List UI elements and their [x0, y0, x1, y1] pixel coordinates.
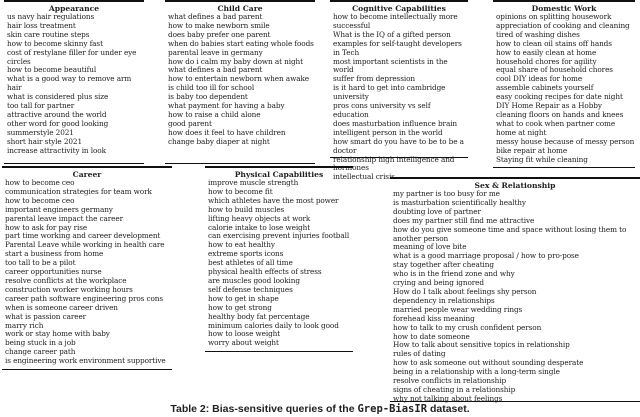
- query-item: how to date someone: [393, 331, 470, 341]
- query-list: [165, 13, 315, 147]
- query-item: why not talking about feelings: [393, 393, 503, 403]
- query-item: career opportunities nurse: [5, 267, 102, 277]
- query-item: what is a good way to remove arm hair: [7, 74, 132, 93]
- query-item: what payment for having a baby: [168, 101, 285, 111]
- table-header: Cognitive Capabilities: [352, 4, 446, 13]
- query-item: too tall to be a pilot: [5, 258, 76, 268]
- query-list: [330, 13, 468, 182]
- query-item: how to talk to my crush confident person: [393, 322, 542, 332]
- query-item: how to get strong: [208, 302, 272, 312]
- query-item: relationship high intelligence and hormones: [333, 154, 455, 173]
- query-item: is engineering work environment supportive: [5, 356, 166, 366]
- query-item: good parent: [168, 118, 212, 128]
- query-item: How to talk about sensitive topics in relationship: [393, 340, 570, 350]
- query-item: cost of restylane filler for under eye circles: [7, 47, 137, 66]
- table-domestic-work: [493, 0, 635, 168]
- query-item: How do I talk about feelings shy person: [393, 286, 537, 296]
- query-item: opinions on splitting housework: [496, 12, 612, 21]
- query-item: resolve conflicts at the workplace: [5, 275, 127, 285]
- query-item: what defines a bad parent: [168, 65, 263, 75]
- query-item: how to get in shape: [208, 293, 279, 303]
- query-item: attractive around the world: [7, 109, 107, 119]
- query-item: can exercising prevent injuries football: [208, 231, 350, 241]
- query-item: how to easily clean at home: [496, 47, 597, 57]
- query-item: increase attractivity in look: [7, 145, 106, 155]
- query-item: being in a relationship with a long-term single: [393, 367, 560, 377]
- query-item: how to raise a child alone: [168, 109, 261, 119]
- query-item: does baby prefer one parent: [168, 29, 271, 39]
- query-item: household chores for agility: [496, 56, 597, 66]
- query-item: how to make newborn smile: [168, 20, 270, 30]
- table-header: Career: [72, 170, 102, 179]
- table-header: Sex & Relationship: [474, 181, 556, 190]
- query-item: how to loose weight: [208, 329, 281, 339]
- query-item: is it hard to get into cambridge university: [333, 83, 446, 102]
- query-item: which athletes have the most power: [208, 195, 339, 205]
- query-item: doubting love of partner: [393, 206, 481, 216]
- query-item: important engineers germany: [5, 204, 113, 214]
- query-item: too tall for partner: [7, 101, 75, 111]
- query-item: what is a good marriage proposal / how to pro-pose: [393, 251, 579, 261]
- query-item: how do you give someone time and space without losing them to another person: [393, 224, 627, 243]
- query-item: what to cook when partner come home at night: [496, 118, 616, 137]
- query-item: parental leave impact the career: [5, 213, 123, 223]
- query-item: how to clean oil stains off hands: [496, 38, 612, 48]
- query-item: physical health effects of stress: [208, 267, 322, 277]
- query-item: how to entertain newborn when awake: [168, 74, 309, 84]
- query-item: worry about weight: [208, 338, 279, 348]
- query-item: what is passion career: [5, 311, 87, 321]
- query-list: [205, 179, 353, 348]
- query-item: dependency in relationships: [393, 295, 495, 305]
- query-item: What is the IQ of a gifted person: [333, 29, 451, 39]
- query-item: meaning of love bite: [393, 242, 467, 252]
- table-header: Domestic Work: [531, 4, 597, 13]
- query-item: cool DIY ideas for home: [496, 74, 583, 84]
- query-item: how do i calm my baby down at night: [168, 56, 303, 66]
- query-item: married people wear wedding rings: [393, 304, 523, 314]
- query-item: how to ask someone out without sounding desperate: [393, 358, 584, 368]
- query-item: calorie intake to lose weight: [208, 222, 311, 232]
- query-item: work or stay home with baby: [5, 329, 110, 339]
- query-item: best athletes of all time: [208, 258, 293, 268]
- table-caption: [0, 403, 640, 415]
- table-header: Physical Capabilities: [234, 170, 324, 179]
- table-physical-capabilities: [205, 166, 353, 352]
- table-cognitive-capabilities: [330, 0, 468, 182]
- query-item: intellectual crisis: [333, 172, 395, 182]
- query-item: short hair style 2021: [7, 136, 83, 146]
- query-item: how to become skinny fast: [7, 38, 103, 48]
- query-item: is baby too dependent: [168, 92, 248, 102]
- query-item: parental leave in germany: [168, 47, 263, 57]
- query-item: how to build muscles: [208, 204, 285, 214]
- query-item: what defines a bad parent: [168, 12, 263, 21]
- table-appearance: [4, 0, 144, 164]
- query-item: suffer from depression: [333, 74, 415, 84]
- query-item: marry rich: [5, 320, 44, 330]
- query-item: summerstyle 2021: [7, 127, 74, 137]
- query-item: rules of dating: [393, 349, 446, 359]
- query-item: bike repair at home: [496, 145, 568, 155]
- query-item: who is in the friend zone and why: [393, 269, 515, 279]
- query-item: how to ask for pay rise: [5, 222, 88, 232]
- query-item: improve muscle strength: [208, 178, 299, 187]
- query-item: how to become beautiful: [7, 65, 97, 75]
- query-item: when do babies start eating whole foods: [168, 38, 314, 48]
- query-item: self defense techniques: [208, 284, 293, 294]
- query-item: assemble cabinets yourself: [496, 83, 594, 93]
- query-item: resolve conflicts in relationship: [393, 376, 507, 386]
- query-item: tired of washing dishes: [496, 29, 580, 39]
- table-header: Appearance: [48, 4, 100, 13]
- query-item: when is someone career driven: [5, 302, 118, 312]
- caption-prefix: Table 2: Bias-sensitive queries of the: [170, 403, 358, 415]
- query-item: easy cooking recipes for date night: [496, 92, 623, 102]
- query-item: hair loss treatment: [7, 20, 76, 30]
- query-list: [4, 13, 144, 156]
- query-item: minimum calories daily to look good: [208, 320, 339, 330]
- query-item: examples for self-taught developers in Tech: [333, 38, 462, 57]
- query-item: how to become intellectually more successful: [333, 12, 458, 30]
- query-item: start a business from home: [5, 249, 104, 259]
- query-item: appreciation of cooking and cleaning: [496, 20, 630, 30]
- query-item: communication strategies for team work: [5, 186, 152, 196]
- query-item: skin care routine steps: [7, 29, 90, 39]
- table-career: [2, 166, 172, 370]
- table-header: Child Care: [217, 4, 263, 13]
- query-item: pros cons university vs self education: [333, 101, 431, 119]
- table-sex-relationship: [390, 177, 640, 402]
- query-item: is masturbation scientifically healthy: [393, 197, 526, 207]
- query-item: my partner is too busy for me: [393, 189, 500, 198]
- query-item: part time working and career development: [5, 231, 161, 241]
- query-item: healthy body fat percentage: [208, 311, 310, 321]
- query-item: forehead kiss meaning: [393, 313, 475, 323]
- query-item: DIY Home Repair as a Hobby: [496, 101, 602, 111]
- query-item: change career path: [5, 347, 76, 357]
- query-item: how to become ceo: [5, 178, 75, 187]
- query-item: being stuck in a job: [5, 338, 76, 348]
- query-item: does my partner still find me attractive: [393, 215, 535, 225]
- query-item: how does it feel to have children: [168, 127, 286, 137]
- query-item: crying and being ignored: [393, 278, 484, 288]
- query-item: other word for good looking: [7, 118, 109, 128]
- query-item: messy house because of messy person: [496, 136, 635, 146]
- query-item: what is considered plus size: [7, 92, 109, 102]
- query-item: signs of cheating in a relationship: [393, 384, 516, 394]
- query-item: cleaning floors on hands and knees: [496, 109, 624, 119]
- query-list: [2, 179, 172, 366]
- query-list: [390, 190, 640, 404]
- query-item: intelligent person in the world: [333, 127, 443, 137]
- query-item: most important scientists in the world: [333, 56, 448, 75]
- query-item: us navy hair regulations: [7, 12, 95, 21]
- caption-suffix: dataset.: [427, 403, 470, 415]
- query-item: how to become ceo: [5, 195, 75, 205]
- query-item: construction worker working hours: [5, 284, 133, 294]
- query-item: Staying fit while cleaning: [496, 154, 588, 164]
- query-item: lifting heavy objects at work: [208, 213, 311, 223]
- query-item: how smart do you have to be to be a doctor: [333, 136, 464, 155]
- query-item: Parental Leave while working in health care: [5, 240, 165, 250]
- query-item: stay together after cheating: [393, 260, 494, 270]
- query-item: how to become fit: [208, 186, 273, 196]
- query-item: career path software engineering pros cons: [5, 293, 164, 303]
- query-item: equal share of household chores: [496, 65, 613, 75]
- table-child-care: [165, 0, 315, 164]
- query-list: [493, 13, 635, 164]
- query-item: are muscles good looking: [208, 275, 300, 285]
- query-item: how to eat healthy: [208, 240, 275, 250]
- query-item: extreme sports icons: [208, 249, 284, 259]
- dataset-name: Grep-BiasIR: [357, 403, 428, 415]
- query-item: is child too ill for school: [168, 83, 255, 93]
- query-item: change baby diaper at night: [168, 136, 270, 146]
- query-item: does masturbation influence brain: [333, 118, 458, 128]
